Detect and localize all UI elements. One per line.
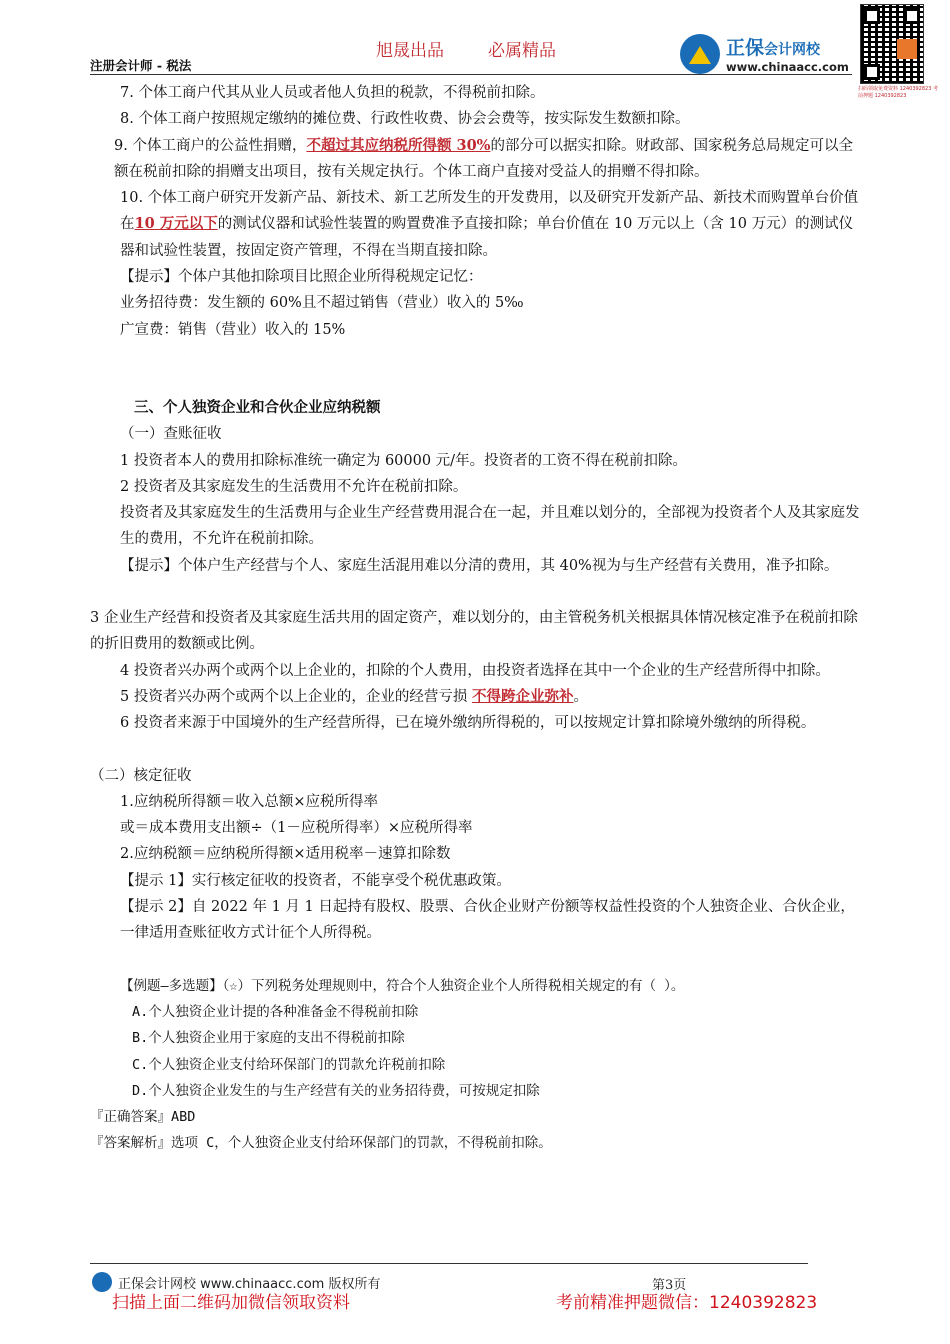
- qr-code-icon: [860, 4, 924, 84]
- tip-other-items: 【提示】个体户其他扣除项目比照企业所得税规定记忆：: [120, 269, 483, 286]
- qr-finder: [864, 64, 880, 80]
- formula-1: 1.应纳税所得额＝收入总额×应税所得率: [120, 793, 378, 810]
- option-c: C.个人独资企业支付给环保部门的罚款允许税前扣除: [132, 1056, 446, 1073]
- brand-logo: [680, 33, 849, 74]
- rule-6: 6 投资者来源于中国境外的生产经营所得，已在境外缴纳所得税的，可以按规定计算扣除境外缴纳的所得税。: [120, 715, 816, 732]
- qr-note: 扫码领取免费资料 1240392823 考前押题 1240392823: [858, 86, 938, 99]
- highlight-30-percent: 不超过其应纳税所得额 30%: [306, 136, 491, 154]
- qr-finder: [864, 8, 880, 24]
- tip-deemed-1: 【提示 1】实行核定征收的投资者，不能享受个税优惠政策。: [120, 872, 511, 889]
- qr-finder: [904, 8, 920, 24]
- slogan-2: 必属精品: [488, 41, 556, 61]
- header-divider: [90, 74, 852, 75]
- tip-mixed-costs: 【提示】个体户生产经营与个人、家庭生活混用难以分清的费用，其 40%视为与生产经营有关费用，准予扣除。: [120, 557, 839, 574]
- rule-2-detail: 投资者及其家庭发生的生活费用与企业生产经营费用混合在一起，并且难以划分的，全部视为投资者个人及其家庭发生的费用，不允许在税前扣除。: [120, 505, 860, 548]
- promo-right: 考前精准押题微信：1240392823: [556, 1293, 818, 1313]
- item-10: 10. 个体工商户研究开发新产品、新技术、新工艺所发生的开发费用，以及研究开发新产品、新技术而购置单台价值在10 万元以下的测试仪器和试验性装置的购置费准予直接扣除；单台价值在 10 万元以上（含 10 万元）的测试仪器和试验性装置，按固定资产管理，不得在当期直接扣除。: [120, 190, 859, 259]
- item-8: 8. 个体工商户按照规定缴纳的摊位费、行政性收费、协会会费等，按实际发生数额扣除。: [120, 111, 690, 128]
- answer-explanation: 『答案解析』选项 C，个人独资企业支付给环保部门的罚款，不得税前扣除。: [90, 1135, 552, 1152]
- brand-name: 正保: [726, 37, 765, 59]
- subsection-deemed: （二）核定征收: [90, 767, 192, 784]
- rule-2: 2 投资者及其家庭发生的生活费用不允许在税前扣除。: [120, 478, 468, 495]
- question-stem: 【例题—多选题】（☆）下列税务处理规则中，符合个人独资企业个人所得税相关规定的有（ ）。: [120, 977, 685, 994]
- formula-1-alt: 或＝成本费用支出额÷（1－应税所得率）×应税所得率: [120, 820, 473, 837]
- document-body: [90, 80, 860, 1157]
- tip-entertainment: 业务招待费：发生额的 60%且不超过销售（营业）收入的 5‰: [120, 295, 524, 312]
- rule-3: 3 企业生产经营和投资者及其家庭生活共用的固定资产，难以划分的，由主管税务机关根据具体情况核定准予在税前扣除的折旧费用的数额或比例。: [90, 610, 858, 653]
- brand-logo-icon: [680, 34, 720, 74]
- rule-5: 5 投资者兴办两个或两个以上企业的，企业的经营亏损 不得跨企业弥补。: [120, 687, 588, 705]
- brand-sub: 会计网校: [764, 42, 821, 58]
- item-7: 7. 个体工商户代其从业人员或者他人负担的税款，不得税前扣除。: [120, 85, 545, 101]
- option-b: B.个人独资企业用于家庭的支出不得税前扣除: [132, 1030, 405, 1047]
- subsection-audit: （一）查账征收: [120, 426, 222, 443]
- item-9: 9. 个体工商户的公益性捐赠，不超过其应纳税所得额 30%的部分可以据实扣除。财政部、国家税务总局规定可以全额在税前扣除的捐赠支出项目，按有关规定执行。个体工商户直接对受益人的捐赠不得扣除。: [114, 136, 853, 180]
- brand-url: www.chinaacc.com: [726, 60, 849, 74]
- rule-4: 4 投资者兴办两个或两个以上企业的，扣除的个人费用，由投资者选择在其中一个企业的生产经营所得中扣除。: [120, 662, 830, 679]
- highlight-10-wan: 10 万元以下: [134, 215, 218, 233]
- qr-badge: [897, 39, 917, 59]
- page-number: 第3页: [652, 1278, 687, 1293]
- option-d: D.个人独资企业发生的与生产经营有关的业务招待费，可按规定扣除: [132, 1082, 540, 1099]
- footer-divider: [90, 1263, 808, 1264]
- promo-left: 扫描上面二维码加微信领取资料: [112, 1293, 350, 1313]
- correct-answer: 『正确答案』ABD: [90, 1109, 196, 1126]
- footer-logo-icon: [92, 1272, 112, 1292]
- slogan-1: 旭晟出品: [376, 41, 444, 61]
- tip-deemed-2: 【提示 2】自 2022 年 1 月 1 日起持有股权、股票、合伙企业财产份额等权益性投资的个人独资企业、合伙企业，一律适用查账征收方式计征个人所得税。: [120, 899, 855, 942]
- section-heading: 三、个人独资企业和合伙企业应纳税额: [134, 398, 381, 416]
- tip-advertising: 广宣费：销售（营业）收入的 15%: [120, 321, 346, 338]
- copyright-text: 正保会计网校 www.chinaacc.com 版权所有: [118, 1276, 381, 1292]
- formula-2: 2.应纳税额＝应纳税所得额×适用税率－速算扣除数: [120, 846, 451, 863]
- header-slogan: [376, 36, 600, 61]
- rule-1: 1 投资者本人的费用扣除标准统一确定为 60000 元/年。投资者的工资不得在税前扣除。: [120, 452, 688, 469]
- course-title: 注册会计师 - 税法: [90, 58, 192, 73]
- highlight-no-cross-offset: 不得跨企业弥补: [471, 687, 574, 705]
- option-a: A.个人独资企业计提的各种准备金不得税前扣除: [132, 1003, 419, 1020]
